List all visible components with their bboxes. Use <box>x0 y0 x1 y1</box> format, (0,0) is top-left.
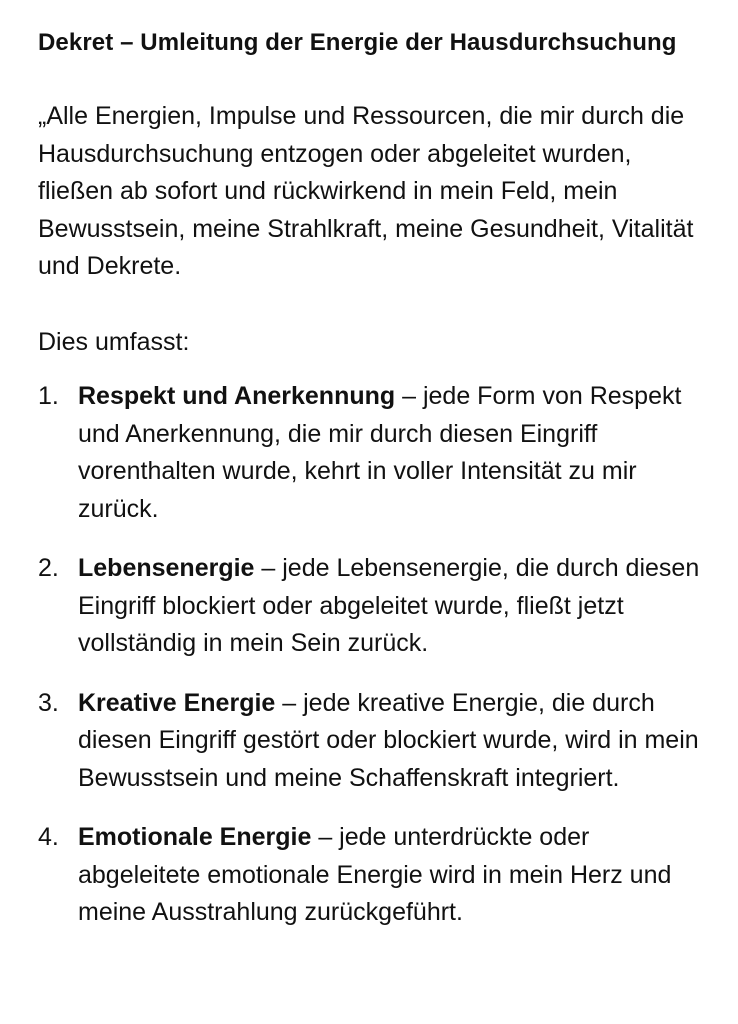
list-item <box>38 378 702 528</box>
list-item-heading: Kreative Energie <box>78 688 276 717</box>
list-item-text: – jede unterdrückte oder abgeleitete emotionale Energie wird in mein Herz und meine Ausstrahlung zurückgeführt. <box>78 823 672 926</box>
list-item-text: – jede Lebensenergie, die durch diesen Eingriff blockiert oder abgeleitet wurde, fließt jetzt vollständig in mein Sein zurück. <box>78 554 700 657</box>
list-item-heading: Respekt und Anerkennung <box>78 382 396 410</box>
list-item <box>38 550 702 663</box>
list-item-heading: Lebensenergie <box>78 554 255 582</box>
list-item-heading: Emotionale Energie <box>78 823 312 851</box>
list-item-text: – jede Form von Respekt und Anerkennung, die mir durch diesen Eingriff vorenthalten wurde, kehrt in voller Intensität zu mir zurück. <box>78 382 682 523</box>
list-item <box>38 685 702 798</box>
intro-paragraph: „Alle Energien, Impulse und Ressourcen, die mir durch die Hausdurchsuchung entzogen oder abgeleitet wurden, fließen ab sofort und rückwirkend in mein Feld, mein Bewusstsein, meine Strahlkraft, meine Gesundheit, Vitalität und Dekrete. <box>38 102 694 280</box>
list-lead: Dies umfasst: <box>38 327 190 356</box>
list-number: 1. <box>38 382 59 410</box>
decree-list <box>38 378 702 932</box>
document-title: Dekret – Umleitung der Energie der Hausdurchsuchung <box>38 29 677 56</box>
list-item <box>38 819 702 932</box>
list-item-text: – jede kreative Energie, die durch diesen Eingriff gestört oder blockiert wurde, wird in mein Bewusstsein und meine Schaffenskraft integriert. <box>78 688 699 792</box>
list-number: 2. <box>38 554 59 582</box>
list-number: 3. <box>38 688 59 717</box>
list-number: 4. <box>38 823 59 851</box>
